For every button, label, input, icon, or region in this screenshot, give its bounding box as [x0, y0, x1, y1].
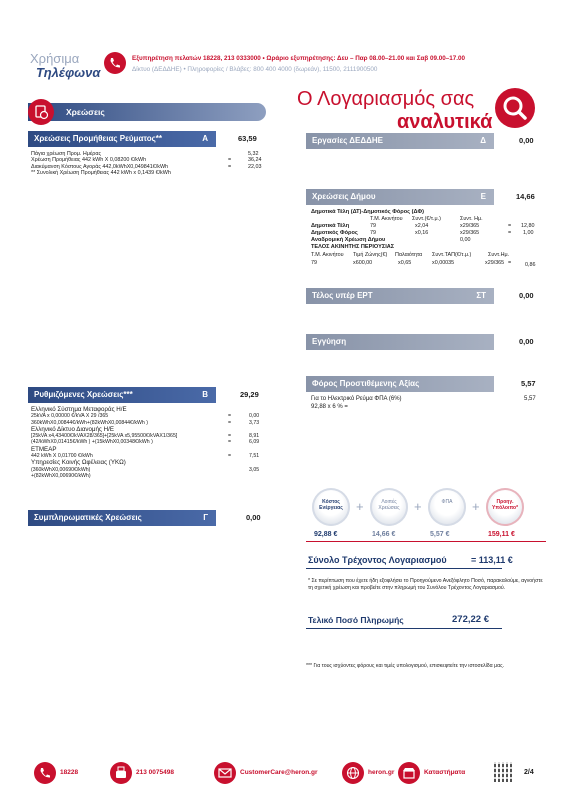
- municipal-row2-coef: x0,16: [415, 230, 429, 236]
- regulated-row: [31, 474, 263, 480]
- plus-operator: +: [472, 499, 480, 514]
- vat-circle: [428, 488, 466, 526]
- municipal-row2-value: 1,00: [523, 230, 534, 236]
- hero-title-line2: αναλυτικά: [397, 111, 493, 133]
- municipal-row1-value: 12,80: [521, 223, 535, 229]
- municipal-label: Χρεώσεις Δήμου: [312, 192, 376, 201]
- other-charges-label: Λοιπές Χρεώσεις: [378, 499, 400, 511]
- ert-total: 0,00: [519, 291, 534, 300]
- municipal-col-h1: Τ.Μ. Ακινήτου: [370, 216, 403, 222]
- municipal-row1-mark: =: [508, 223, 512, 229]
- regulated-row-mark: =: [228, 439, 232, 446]
- tap-h2: Τιμή Ζώνης(€): [353, 252, 388, 258]
- regulated-row-text: Ελληνικό Δίκτυο Διανομής Η/Ε: [31, 425, 114, 433]
- final-label: Τελικό Ποσό Πληρωμής: [308, 615, 404, 625]
- tap-h4: Συντ.ΤΑΠ(€/τ.μ.): [432, 252, 472, 258]
- charges-icon: [28, 99, 54, 125]
- regulated-row-mark: =: [228, 419, 232, 426]
- footer-link[interactable]: heron.gr: [368, 769, 395, 776]
- municipal-letter: Ε: [480, 192, 486, 201]
- municipal-row1-sqm: 79: [370, 223, 376, 229]
- supplementary-bar: [28, 510, 216, 526]
- vat-line2: 92,88 x 6 % =: [311, 404, 348, 410]
- vat-label: Φόρος Προστιθέμενης Αξίας: [312, 379, 420, 388]
- regulated-row-mark: =: [228, 452, 232, 459]
- ert-label: Τέλος υπέρ ΕΡΤ: [312, 291, 373, 300]
- municipal-row1-days: x29/365: [460, 223, 480, 229]
- plus-operator: +: [414, 499, 422, 514]
- regulated-row-text: Ελληνικό Σύστημα Μεταφοράς Η/Ε: [31, 406, 127, 413]
- footer-link[interactable]: 213 0075498: [136, 769, 174, 776]
- ert-bar: [306, 288, 494, 304]
- globe-icon[interactable]: [342, 762, 364, 784]
- previous-balance-circle: [486, 488, 524, 526]
- summary-total-value: = 113,11 €: [471, 555, 513, 565]
- fax-icon[interactable]: [110, 762, 132, 784]
- tap-result: 0,86: [525, 262, 536, 268]
- regulated-total: 29,29: [240, 390, 259, 399]
- regulated-label: Ρυθμιζόμενες Χρεώσεις***: [34, 390, 133, 399]
- mail-icon[interactable]: [214, 762, 236, 784]
- plus-operator: +: [356, 499, 364, 514]
- vat-value: 5,57 €: [430, 531, 450, 538]
- network-line: Δίκτυο (ΔΕΔΔΗΕ) • Πληροφορίες / Βλάβες: 800 400 4000 (δωρεάν), 11500, 2111900500: [132, 66, 378, 73]
- other-charges-value: 14,66 €: [372, 531, 396, 538]
- regulated-row-mark: =: [228, 413, 232, 420]
- guarantee-total: 0,00: [519, 337, 534, 346]
- final-underline: [306, 628, 502, 629]
- footnote: *** Για τους ισχύοντες φόρους και τιμές υπολογισμού, επισκεφτείτε την ιστοσελίδα μας.: [306, 663, 505, 669]
- vat-line1: Για το Ηλεκτρικό Ρεύμα ΦΠΑ (6%): [311, 396, 402, 402]
- regulated-row-value: 8,91: [249, 433, 260, 440]
- brand-line2: Τηλέφωνα: [36, 65, 101, 80]
- store-icon[interactable]: [398, 762, 420, 784]
- charges-header-bar: [28, 103, 266, 121]
- tap-h5: Συντ.Ημ.: [488, 252, 510, 258]
- regulated-row-value: 3,73: [249, 419, 260, 426]
- hero-title-line1: Ο Λογαριασμός σας: [297, 88, 475, 110]
- footer-link[interactable]: 18228: [60, 769, 79, 776]
- guarantee-label: Εγγύηση: [312, 337, 347, 346]
- municipal-backcharge-label: Αναδρομική Χρέωση Δήμου: [311, 237, 386, 243]
- regulated-letter: Β: [202, 390, 208, 399]
- regulated-row-text: 25kVA x 0,00000 €/kVA X 29 /365: [31, 413, 109, 420]
- tap-v5: x29/365: [485, 260, 505, 266]
- regulated-row-text: [25kVA x4,43400€/kVAX28/365]+[25kVA x5,95500€/kVAX1/365]: [31, 433, 178, 440]
- supply-row-value: 5,32: [248, 151, 259, 157]
- municipal-total: 14,66: [516, 192, 535, 201]
- supply-row-mark: =: [228, 157, 232, 164]
- tap-mark: =: [508, 260, 512, 266]
- phone-icon: [104, 52, 126, 74]
- regulated-row-mark: =: [228, 433, 232, 440]
- supply-bar: [28, 131, 216, 147]
- regulated-row-value: 0,00: [249, 413, 260, 420]
- municipal-col-h3: Συντ. Ημ.: [460, 216, 483, 222]
- footer-link[interactable]: CustomerCare@heron.gr: [240, 769, 318, 776]
- phone-icon[interactable]: [34, 762, 56, 784]
- vat-line1-value: 5,57: [524, 396, 536, 402]
- vat-bar: [306, 376, 494, 392]
- footer-link[interactable]: Καταστήματα: [424, 769, 466, 776]
- deddie-letter: Δ: [480, 136, 486, 145]
- municipal-title: Δημοτικά Τέλη (ΔΤ)-Δημοτικός Φόρος (ΔΦ): [311, 209, 424, 215]
- vat-total: 5,57: [521, 379, 536, 388]
- municipal-bar: [306, 189, 494, 205]
- supply-letter: Α: [202, 134, 208, 143]
- summary-note: * Σε περίπτωση που έχετε ήδη εξοφλήσει το Προηγούμενο Ανεξόφλητο Ποσό, παρακαλούμε, αγνοήστε τη σχετική χρέωση και προβείτε στην πληρωμή του Συνόλου Τρέχοντος Λογαριασμού.: [308, 578, 543, 592]
- municipal-backcharge-value: 0,00: [460, 237, 471, 243]
- regulated-row-text: (42/kWhX0,01415€/kWh ) +(15kWhX0,00348€/kWh ): [31, 439, 153, 446]
- supply-row-value: 36,24: [248, 157, 262, 164]
- regulated-row-value: 6,09: [249, 439, 260, 446]
- regulated-bar: [28, 387, 216, 403]
- vat-label: ΦΠΑ: [441, 499, 453, 505]
- supply-row-text: Χρέωση Προμήθειας 442 kWh X 0,08200 €/kWh: [31, 157, 147, 164]
- ert-letter: ΣΤ: [476, 291, 486, 300]
- regulated-row-value: 3,05: [249, 466, 260, 473]
- municipal-row2-mark: =: [508, 230, 512, 236]
- final-value: 272,22 €: [452, 614, 489, 625]
- municipal-row1-name: Δημοτικά Τέλη: [311, 223, 350, 229]
- deddie-label: Εργασίες ΔΕΔΔΗΕ: [312, 136, 383, 145]
- deddie-total: 0,00: [519, 136, 534, 145]
- supply-row-text: Διακύμανση Κόστους Αγοράς 442,0kWhX0,049841€/kWh: [31, 163, 169, 170]
- charges-header: Χρεώσεις: [66, 107, 105, 117]
- summary-divider: [306, 541, 546, 542]
- tap-v2: x600,00: [353, 260, 373, 266]
- regulated-row-value: 7,51: [249, 452, 260, 459]
- municipal-row2-name: Δημοτικός Φόρος: [311, 230, 358, 236]
- supply-label: Χρεώσεις Προμήθειας Ρεύματος**: [34, 134, 162, 143]
- tap-h3: Παλαιότητα: [395, 252, 423, 258]
- municipal-row1-coef: x2,04: [415, 223, 429, 229]
- regulated-row-text: +(82kWhX0,00690€/kWh): [31, 472, 91, 479]
- page-number: 2/4: [524, 769, 534, 776]
- supplementary-label: Συμπληρωματικές Χρεώσεις: [34, 513, 142, 522]
- municipal-row2-sqm: 79: [370, 230, 376, 236]
- supply-row-value: 22,03: [248, 163, 262, 170]
- tap-h1: Τ.Μ. Ακινήτου: [311, 252, 344, 258]
- supply-rows: [31, 152, 263, 177]
- regulated-row-text: (360kWhX0,00690€/kWh): [31, 466, 91, 473]
- deddie-bar: [306, 133, 494, 149]
- regulated-row-text: ΕΤΜΕΑΡ: [31, 445, 57, 453]
- regulated-row-text: 360kWhX0,00844€/kWh+(82kWhX0,00844€/kWh ): [31, 419, 148, 426]
- tap-v1: 79: [311, 260, 317, 266]
- supplementary-total: 0,00: [246, 513, 261, 522]
- tap-v4: x0,00035: [432, 260, 455, 266]
- municipal-col-h2: Συντ.(€/τ.μ.): [412, 216, 441, 222]
- supply-row-text: ** Συνολική Χρέωση Προμήθειας 442 kWh x 0,1439 €/kWh: [31, 169, 171, 176]
- previous-balance-value: 159,11 €: [488, 531, 515, 538]
- energy-cost-circle: [312, 488, 350, 526]
- supply-row-text: Πάγια χρέωση Προμ. Ημέρας: [31, 151, 102, 157]
- municipal-row2-days: x29/365: [460, 230, 480, 236]
- summary-underline: [306, 568, 502, 569]
- energy-cost-value: 92,88 €: [314, 531, 338, 538]
- supply-row-mark: =: [228, 163, 232, 170]
- energy-cost-label: Κόστος Ενέργειας: [319, 499, 343, 511]
- brand-line1: Χρήσιμα: [30, 51, 80, 66]
- tap-title: ΤΕΛΟΣ ΑΚΙΝΗΤΗΣ ΠΕΡΙΟΥΣΙΑΣ: [311, 244, 395, 250]
- previous-balance-label: Προηγ. Υπόλοιπο*: [491, 499, 519, 511]
- guarantee-bar: [306, 334, 494, 350]
- tap-v3: x0,65: [398, 260, 412, 266]
- supplementary-letter: Γ: [203, 513, 208, 522]
- regulated-row-text: Υπηρεσίες Κοινής Ωφέλειας (ΥΚΩ): [31, 459, 126, 467]
- supply-row: [31, 171, 263, 177]
- qr-code: [494, 762, 514, 782]
- other-charges-circle: [370, 488, 408, 526]
- regulated-rows: [31, 407, 263, 480]
- summary-total-label: Σύνολο Τρέχοντος Λογαριασμού: [308, 555, 447, 565]
- regulated-row-text: 442 kWh X 0,01700 €/kWh: [31, 452, 93, 459]
- supply-total: 63,59: [238, 134, 257, 143]
- service-line: Εξυπηρέτηση πελατών 18228, 213 0333000 • Ωράριο εξυπηρέτησης: Δευ – Παρ 08.00–21.00 και Σαβ 09.00–17.00: [132, 55, 465, 62]
- search-icon: [495, 88, 535, 128]
